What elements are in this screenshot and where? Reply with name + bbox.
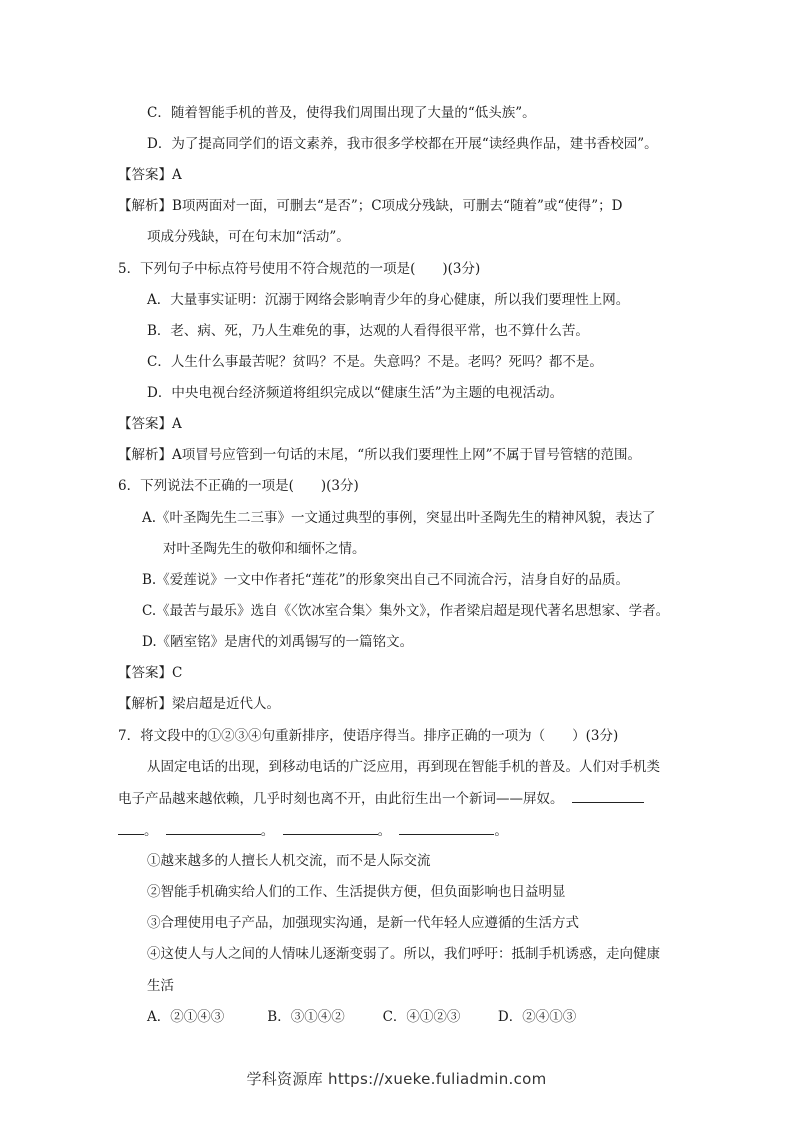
q7-passage-line1: 从固定电话的出现，到移动电话的广泛应用，再到现在智能手机的普及。人们对手机类: [147, 759, 660, 775]
q5-option-a: A．大量事实证明：沉溺于网络会影响青少年的身心健康，所以我们要理性上网。: [147, 292, 630, 308]
period: 。: [377, 823, 392, 839]
q7-item-2: ②智能手机确实给人们的工作、生活提供方便，但负面影响也日益明显: [147, 884, 566, 900]
q5-analysis: 【解析】A项冒号应管到一句话的末尾，“所以我们要理性上网”不属于冒号管辖的范围。: [118, 447, 642, 463]
fill-blank-4[interactable]: [399, 820, 494, 835]
q6-analysis: 【解析】梁启超是近代人。: [118, 696, 280, 712]
q7-item-4-line2: 生活: [147, 978, 174, 994]
q7-item-3: ③合理使用电子产品，加强现实沟通，是新一代年轻人应遵循的生活方式: [147, 915, 579, 931]
q6-answer: 【答案】C: [118, 665, 183, 681]
fill-blank-1[interactable]: [572, 788, 644, 803]
choice-a: A．②①④③: [147, 1009, 225, 1025]
q6-option-c: C.《最苦与最乐》选自《〈饮冰室合集〉集外文》，作者梁启超是现代著名思想家、学者。: [142, 603, 670, 619]
q4-option-c: C．随着智能手机的普及，使得我们周围出现了大量的“低头族”。: [147, 105, 536, 121]
q5-option-b: B．老、病、死，乃人生难免的事，达观的人看得很平常，也不算什么苦。: [147, 323, 589, 339]
q4-option-d: D．为了提高同学们的语文素养，我市很多学校都在开展“读经典作品，建书香校园”。: [147, 136, 658, 152]
q6-option-a-line2: 对叶圣陶先生的敬仰和缅怀之情。: [163, 541, 366, 557]
fill-blank-3[interactable]: [283, 820, 378, 835]
choice-b: B．③①④②: [267, 1009, 345, 1025]
q6-option-d: D.《陋室铭》是唐代的刘禹锡写的一篇铭文。: [142, 634, 414, 650]
q6-stem: 6．下列说法不正确的一项是( )(3分): [118, 478, 359, 494]
q7-passage-line2: [118, 788, 644, 809]
choice-c: C．④①②③: [382, 1009, 461, 1025]
period: 。: [494, 823, 508, 839]
q7-blanks-row: [118, 820, 508, 841]
q6-option-a-line1: A.《叶圣陶先生二三事》一文通过典型的事例，突显出叶圣陶先生的精神风貌，表达了: [142, 510, 656, 526]
q7-item-4-line1: ④这使人与人之间的人情味儿逐渐变弱了。所以，我们呼吁：抵制手机诱惑，走向健康: [147, 946, 660, 962]
q7-choices: [147, 1007, 576, 1027]
q7-item-1: ①越来越多的人擅长人机交流，而不是人际交流: [147, 853, 431, 869]
period: 。: [260, 823, 275, 839]
footer-watermark: 学科资源库 https://xueke.fuliadmin.com: [246, 1070, 547, 1088]
q7-passage-text: 电子产品越来越依赖，几乎时刻也离不开，由此衍生出一个新词——屏奴。: [118, 791, 564, 807]
q5-option-d: D．中央电视台经济频道将组织完成以“健康生活”为主题的电视活动。: [147, 385, 564, 401]
q6-option-b: B.《爱莲说》一文中作者托“莲花”的形象突出自己不同流合污，洁身自好的品质。: [142, 572, 630, 588]
fill-blank-2[interactable]: [166, 820, 261, 835]
period: 。: [144, 823, 158, 839]
q4-analysis-line1: 【解析】B项两面对一面，可删去“是否”；C项成分残缺，可删去“随着”或“使得”；D: [118, 198, 623, 214]
fill-blank-1-cont[interactable]: [118, 820, 144, 835]
choice-d: D．②④①③: [497, 1009, 577, 1025]
q5-option-c: C．人生什么事最苦呢？贫吗？不是。失意吗？不是。老吗？死吗？都不是。: [147, 354, 603, 370]
q4-answer: 【答案】A: [118, 167, 182, 183]
q5-answer: 【答案】A: [118, 416, 182, 432]
q7-stem: 7．将文段中的①②③④句重新排序，使语序得当。排序正确的一项为（ ）(3分): [118, 728, 619, 744]
q4-analysis-line2: 项成分残缺，可在句末加“活动”。: [147, 229, 350, 245]
q5-stem: 5．下列句子中标点符号使用不符合规范的一项是( )(3分): [118, 261, 481, 277]
